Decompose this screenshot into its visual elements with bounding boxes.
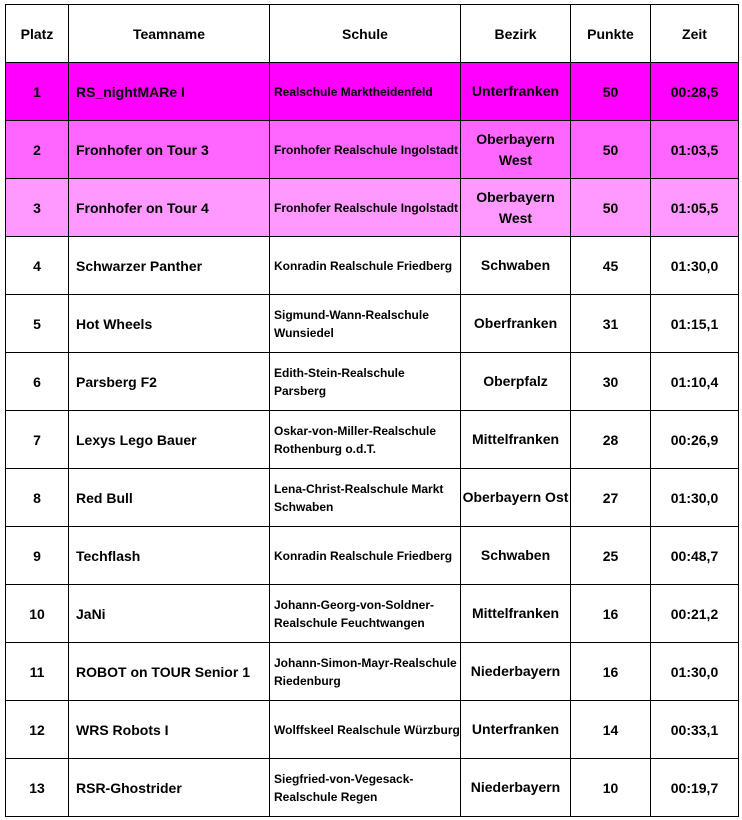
cell-zeit: 01:10,4 <box>651 353 739 411</box>
cell-teamname: Red Bull <box>69 469 270 527</box>
cell-schule: Fronhofer Realschule Ingolstadt <box>270 179 461 237</box>
cell-teamname: WRS Robots I <box>69 701 270 759</box>
cell-bezirk: Mittelfranken <box>461 411 571 469</box>
cell-schule: Konradin Realschule Friedberg <box>270 527 461 585</box>
cell-bezirk: Schwaben <box>461 237 571 295</box>
cell-platz: 11 <box>6 643 69 701</box>
cell-schule: Siegfried-von-Vegesack-Realschule Regen <box>270 759 461 817</box>
cell-teamname: ROBOT on TOUR Senior 1 <box>69 643 270 701</box>
cell-bezirk: Unterfranken <box>461 701 571 759</box>
cell-zeit: 00:28,5 <box>651 63 739 121</box>
cell-platz: 8 <box>6 469 69 527</box>
table-row <box>6 469 739 527</box>
cell-punkte: 28 <box>571 411 651 469</box>
cell-teamname: Parsberg F2 <box>69 353 270 411</box>
cell-platz: 4 <box>6 237 69 295</box>
cell-platz: 5 <box>6 295 69 353</box>
cell-bezirk: Oberbayern Ost <box>461 469 571 527</box>
cell-zeit: 00:26,9 <box>651 411 739 469</box>
cell-teamname: Hot Wheels <box>69 295 270 353</box>
cell-teamname: JaNi <box>69 585 270 643</box>
cell-bezirk: Oberbayern West <box>461 121 571 179</box>
table-row <box>6 411 739 469</box>
cell-schule: Johann-Simon-Mayr-Realschule Riedenburg <box>270 643 461 701</box>
cell-platz: 10 <box>6 585 69 643</box>
cell-platz: 2 <box>6 121 69 179</box>
cell-punkte: 14 <box>571 701 651 759</box>
cell-schule: Oskar-von-Miller-Realschule Rothenburg o.d.T. <box>270 411 461 469</box>
cell-schule: Edith-Stein-Realschule Parsberg <box>270 353 461 411</box>
cell-zeit: 00:33,1 <box>651 701 739 759</box>
header-row <box>6 5 739 63</box>
cell-teamname: RS_nightMARe I <box>69 63 270 121</box>
cell-platz: 12 <box>6 701 69 759</box>
table-row <box>6 643 739 701</box>
header-teamname: Teamname <box>69 5 270 63</box>
table-row <box>6 353 739 411</box>
cell-punkte: 25 <box>571 527 651 585</box>
cell-teamname: Lexys Lego Bauer <box>69 411 270 469</box>
header-bezirk: Bezirk <box>461 5 571 63</box>
cell-platz: 3 <box>6 179 69 237</box>
cell-platz: 9 <box>6 527 69 585</box>
table-body <box>6 63 739 817</box>
table-row <box>6 179 739 237</box>
cell-zeit: 00:19,7 <box>651 759 739 817</box>
cell-bezirk: Oberbayern West <box>461 179 571 237</box>
cell-punkte: 10 <box>571 759 651 817</box>
header-punkte: Punkte <box>571 5 651 63</box>
header-zeit: Zeit <box>651 5 739 63</box>
cell-bezirk: Unterfranken <box>461 63 571 121</box>
cell-zeit: 01:15,1 <box>651 295 739 353</box>
cell-zeit: 01:03,5 <box>651 121 739 179</box>
header-schule: Schule <box>270 5 461 63</box>
cell-platz: 13 <box>6 759 69 817</box>
table-header <box>6 5 739 63</box>
cell-schule: Konradin Realschule Friedberg <box>270 237 461 295</box>
cell-schule: Sigmund-Wann-Realschule Wunsiedel <box>270 295 461 353</box>
cell-platz: 1 <box>6 63 69 121</box>
results-table <box>5 4 739 817</box>
cell-punkte: 50 <box>571 121 651 179</box>
cell-punkte: 45 <box>571 237 651 295</box>
cell-punkte: 50 <box>571 63 651 121</box>
table-row <box>6 759 739 817</box>
table-row <box>6 585 739 643</box>
cell-punkte: 31 <box>571 295 651 353</box>
cell-teamname: Techflash <box>69 527 270 585</box>
cell-zeit: 01:30,0 <box>651 643 739 701</box>
cell-punkte: 50 <box>571 179 651 237</box>
cell-punkte: 30 <box>571 353 651 411</box>
cell-punkte: 16 <box>571 585 651 643</box>
cell-schule: Lena-Christ-Realschule Markt Schwaben <box>270 469 461 527</box>
table-row <box>6 295 739 353</box>
header-platz: Platz <box>6 5 69 63</box>
table-row <box>6 701 739 759</box>
cell-zeit: 01:05,5 <box>651 179 739 237</box>
cell-bezirk: Oberpfalz <box>461 353 571 411</box>
cell-zeit: 01:30,0 <box>651 469 739 527</box>
cell-punkte: 27 <box>571 469 651 527</box>
table-row <box>6 121 739 179</box>
cell-schule: Fronhofer Realschule Ingolstadt <box>270 121 461 179</box>
cell-zeit: 00:21,2 <box>651 585 739 643</box>
cell-schule: Johann-Georg-von-Soldner-Realschule Feuchtwangen <box>270 585 461 643</box>
cell-platz: 7 <box>6 411 69 469</box>
table-row <box>6 527 739 585</box>
table-row <box>6 237 739 295</box>
cell-bezirk: Niederbayern <box>461 759 571 817</box>
cell-platz: 6 <box>6 353 69 411</box>
cell-bezirk: Oberfranken <box>461 295 571 353</box>
cell-zeit: 01:30,0 <box>651 237 739 295</box>
cell-schule: Wolffskeel Realschule Würzburg <box>270 701 461 759</box>
cell-bezirk: Niederbayern <box>461 643 571 701</box>
cell-bezirk: Mittelfranken <box>461 585 571 643</box>
cell-punkte: 16 <box>571 643 651 701</box>
cell-teamname: Schwarzer Panther <box>69 237 270 295</box>
cell-teamname: RSR-Ghostrider <box>69 759 270 817</box>
cell-schule: Realschule Marktheidenfeld <box>270 63 461 121</box>
cell-bezirk: Schwaben <box>461 527 571 585</box>
table-row <box>6 63 739 121</box>
cell-zeit: 00:48,7 <box>651 527 739 585</box>
cell-teamname: Fronhofer on Tour 3 <box>69 121 270 179</box>
cell-teamname: Fronhofer on Tour 4 <box>69 179 270 237</box>
